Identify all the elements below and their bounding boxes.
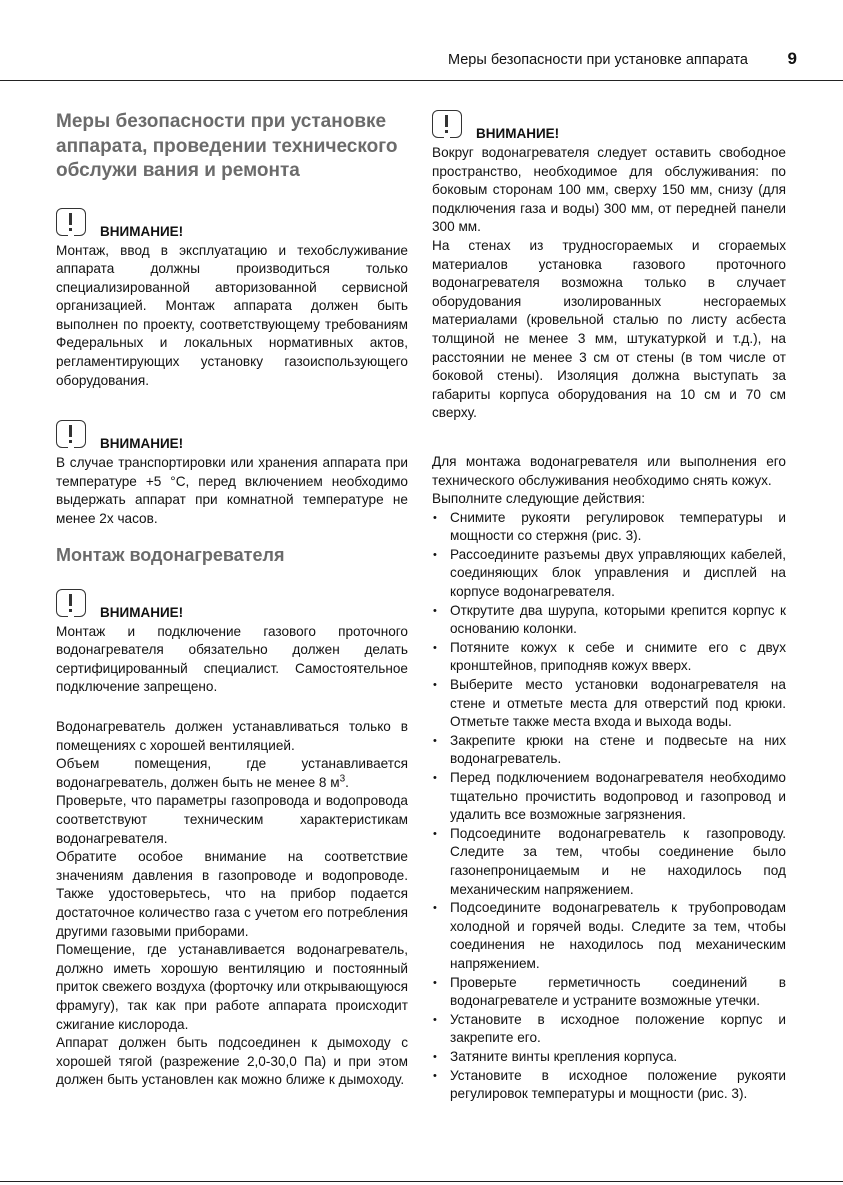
step-item: • Выберите место установки водонагревателя на стене и отметьте места для отверстий под крюки. Отметьте также места входа и выхода воды. [432, 676, 786, 732]
warning-text: Монтаж, ввод в эксплуатацию и техобслуживание аппарата должны производиться только специализированной авторизованной сервисной организацией. Монтаж аппарата должен быть выполнен по проекту, соответствующему требованиям Федеральных и локальных нормативных актов, регламентирующих установку газоиспользующего оборудования. [56, 242, 408, 388]
warning-text-insulation: На стенах из трудносгораемых и сгораемых материалов установка газового проточного водонагревателя возможна только в случает оборудования изолированных несгораемых материалами (кровельной сталью по листу асбеста толщиной не менее 3 мм, штукатуркой и т.д.), на расстоянии не менее 3 см от стены (в том числе от боковой стены). Изоляция должна выступать за габариты корпуса оборудования на 10 см и 70 см сверху. [432, 237, 786, 421]
step-item: • Перед подключением водонагревателя необходимо тщательно прочистить водопровод и газопровод и удалить все возможные загрязнения. [432, 769, 786, 825]
warning-label: ВНИМАНИЕ! [100, 604, 184, 620]
step-item: • Потяните кожух к себе и снимите его с двух кронштейнов, приподняв кожух вверх. [432, 639, 786, 676]
step-item: • Открутите два шурупа, которыми крепится корпус к основанию колонки. [432, 602, 786, 639]
steps-title: Выполните следующие действия: [432, 491, 645, 507]
warning-block-2 [56, 420, 408, 528]
footer-rule [0, 1181, 843, 1182]
right-column [432, 110, 786, 1104]
step-item: • Закрепите крюки на стене и подвесьте на них водонагреватель. [432, 732, 786, 769]
step-item: • Установите в исходное положение рукояти регулировок температуры и мощности (рис. 3). [432, 1067, 786, 1104]
warning-label: ВНИМАНИЕ! [476, 126, 560, 141]
paragraph-chimney: Аппарат должен быть подсоединен к дымоходу с хорошей тягой (разрежение 2,0-30,0 Па) и при этом должен быть установлен как можно ближе к дымоходу. [56, 1035, 408, 1088]
step-item: • Установите в исходное положение корпус и закрепите его. [432, 1011, 786, 1048]
warning-icon [56, 208, 86, 236]
header-rule [0, 80, 843, 81]
warning-icon [56, 589, 86, 617]
section-heading-installation: Монтаж водонагревателя [56, 544, 285, 565]
warning-label: ВНИМАНИЕ! [100, 223, 184, 239]
section-heading-safety: Меры безопасности при установке аппарата, проведении технического обслужи вания и ремонта [56, 111, 398, 181]
warning-label: ВНИМАНИЕ! [100, 436, 184, 452]
steps-list [432, 509, 786, 1104]
running-header [448, 49, 797, 71]
step-item: • Проверьте герметичность соединений в водонагревателе и устраните возможные утечки. [432, 974, 786, 1011]
page-number: 9 [787, 49, 797, 68]
warning-text: Монтаж и подключение газового проточного водонагревателя обязательно должен делать сертифицированный специалист. Самостоятельное подключение запрещено. [56, 623, 408, 695]
step-item: • Затяните винты крепления корпуса. [432, 1048, 786, 1067]
warning-block-1 [56, 208, 408, 391]
paragraph-remove-cover: Для монтажа водонагревателя или выполнения его технического обслуживания необходимо снять кожух. [432, 453, 786, 488]
warning-text-clearance: Вокруг водонагревателя следует оставить свободное пространство, необходимое для обслуживания: по боковым сторонам 100 мм, сверху 150 мм, снизу (для подключения газа и воды) 300 мм, от передней панели 300 мм. [432, 145, 786, 235]
left-column [56, 110, 408, 1090]
warning-text: В случае транспортировки или хранения аппарата при температуре +5 °С, перед включением необходимо выдержать аппарат при комнатной температуре не менее 2х часов. [56, 455, 408, 527]
step-item: • Снимите рукояти регулировок температуры и мощности со стержня (рис. 3). [432, 509, 786, 546]
paragraph-pressure: Обратите особое внимание на соответствие значениям давления в газопроводе и водопроводе. Также удостоверьтесь, что на прибор подается достаточное количество газа с учетом его потребления другими газовыми приборами. [56, 849, 408, 939]
step-item: • Подсоедините водонагреватель к газопроводу. Следите за тем, чтобы соединение было газонепроницаемым и не находилось под механическим напряжением. [432, 825, 786, 899]
warning-icon [432, 110, 462, 138]
step-item: • Подсоедините водонагреватель к трубопроводам холодной и горячей воды. Следите за тем, чтобы соединения не находилось под механическим напряжением. [432, 899, 786, 973]
warning-block-4 [432, 110, 786, 423]
running-header-title: Меры безопасности при установке аппарата [448, 52, 748, 68]
paragraph-room-volume: Объем помещения, где устанавливается водонагреватель, должен быть не менее 8 $м^3$. [56, 756, 408, 790]
warning-icon [56, 420, 86, 448]
warning-block-3 [56, 589, 408, 697]
paragraph-fresh-air: Помещение, где устанавливается водонагреватель, должно иметь хорошую вентиляцию и постоянный приток свежего воздуха (форточку или открывающуюся фрамугу), так как при работе аппарата происходит сжигание кислорода. [56, 942, 408, 1032]
step-item: • Рассоедините разъемы двух управляющих кабелей, соединяющих блок управления и дисплей на корпусе водонагревателя. [432, 546, 786, 602]
paragraph-ventilation: Водонагреватель должен устанавливаться только в помещениях с хорошей вентиляцией. [56, 719, 408, 753]
paragraph-check-parameters: Проверьте, что параметры газопровода и водопровода соответствуют техническим характеристикам водонагревателя. [56, 793, 408, 846]
